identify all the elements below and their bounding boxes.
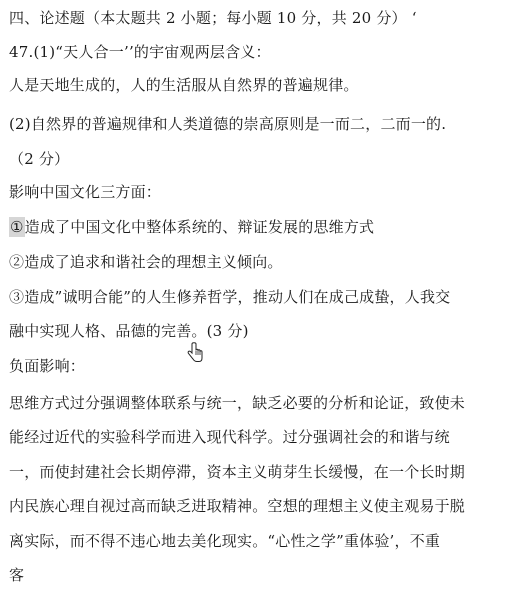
influence-heading: 影响中国文化三方面： — [9, 183, 162, 201]
influence-item-1-text: 造成了中国文化中整体系统的、辩证发展的思维方式 — [24, 218, 375, 236]
selected-marker: ① — [10, 218, 24, 236]
negative-text-4: 内民族心理自视过高而缺乏进取精神。空想的理想主义使主观易于脱 — [9, 497, 466, 515]
negative-heading: 负面影响： — [9, 357, 86, 375]
influence-item-1 — [9, 217, 374, 237]
influence-item-3: ③造成”诚明合能”的人生修养哲学，推动人们在成己成蛰，人我交 — [9, 288, 451, 306]
negative-text-6: 客 — [9, 566, 25, 584]
influence-item-2: ②造成了追求和谐社会的理想主义倾向。 — [9, 253, 283, 271]
negative-text-5: 离实际，而不得不违心地去美化现实。“心性之学”重体验’，不重 — [9, 532, 441, 550]
text-line-3: 人是天地生成的，人的生活服从自然界的普遍规律。 — [9, 76, 359, 94]
question-47-part-2: (2)自然界的普遍规律和人类道德的崇高原则是一而二，二而一的. — [9, 115, 447, 133]
score-note-2: （2 分） — [9, 150, 70, 168]
hand-cursor-icon — [185, 342, 205, 364]
question-47-part-1: 47.(1)“天人合一’’的宇宙观两层含义： — [9, 43, 271, 61]
negative-text-2: 能经过近代的实验科学而进入现代科学。过分强调社会的和谐与统 — [9, 428, 450, 446]
negative-text-1: 思维方式过分强调整体联系与统一，缺乏必要的分析和论证，致使未 — [9, 394, 466, 412]
section-heading: 四、论述题（本太题共 2 小题；每小题 10 分，共 20 分） ‘ — [9, 9, 417, 27]
negative-text-3: 一，而使封建社会长期停滞，资本主义萌芽生长缓慢，在一个长时期 — [9, 463, 466, 481]
influence-item-3-cont: 融中实现人格、品德的完善。(3 分) — [9, 322, 249, 340]
